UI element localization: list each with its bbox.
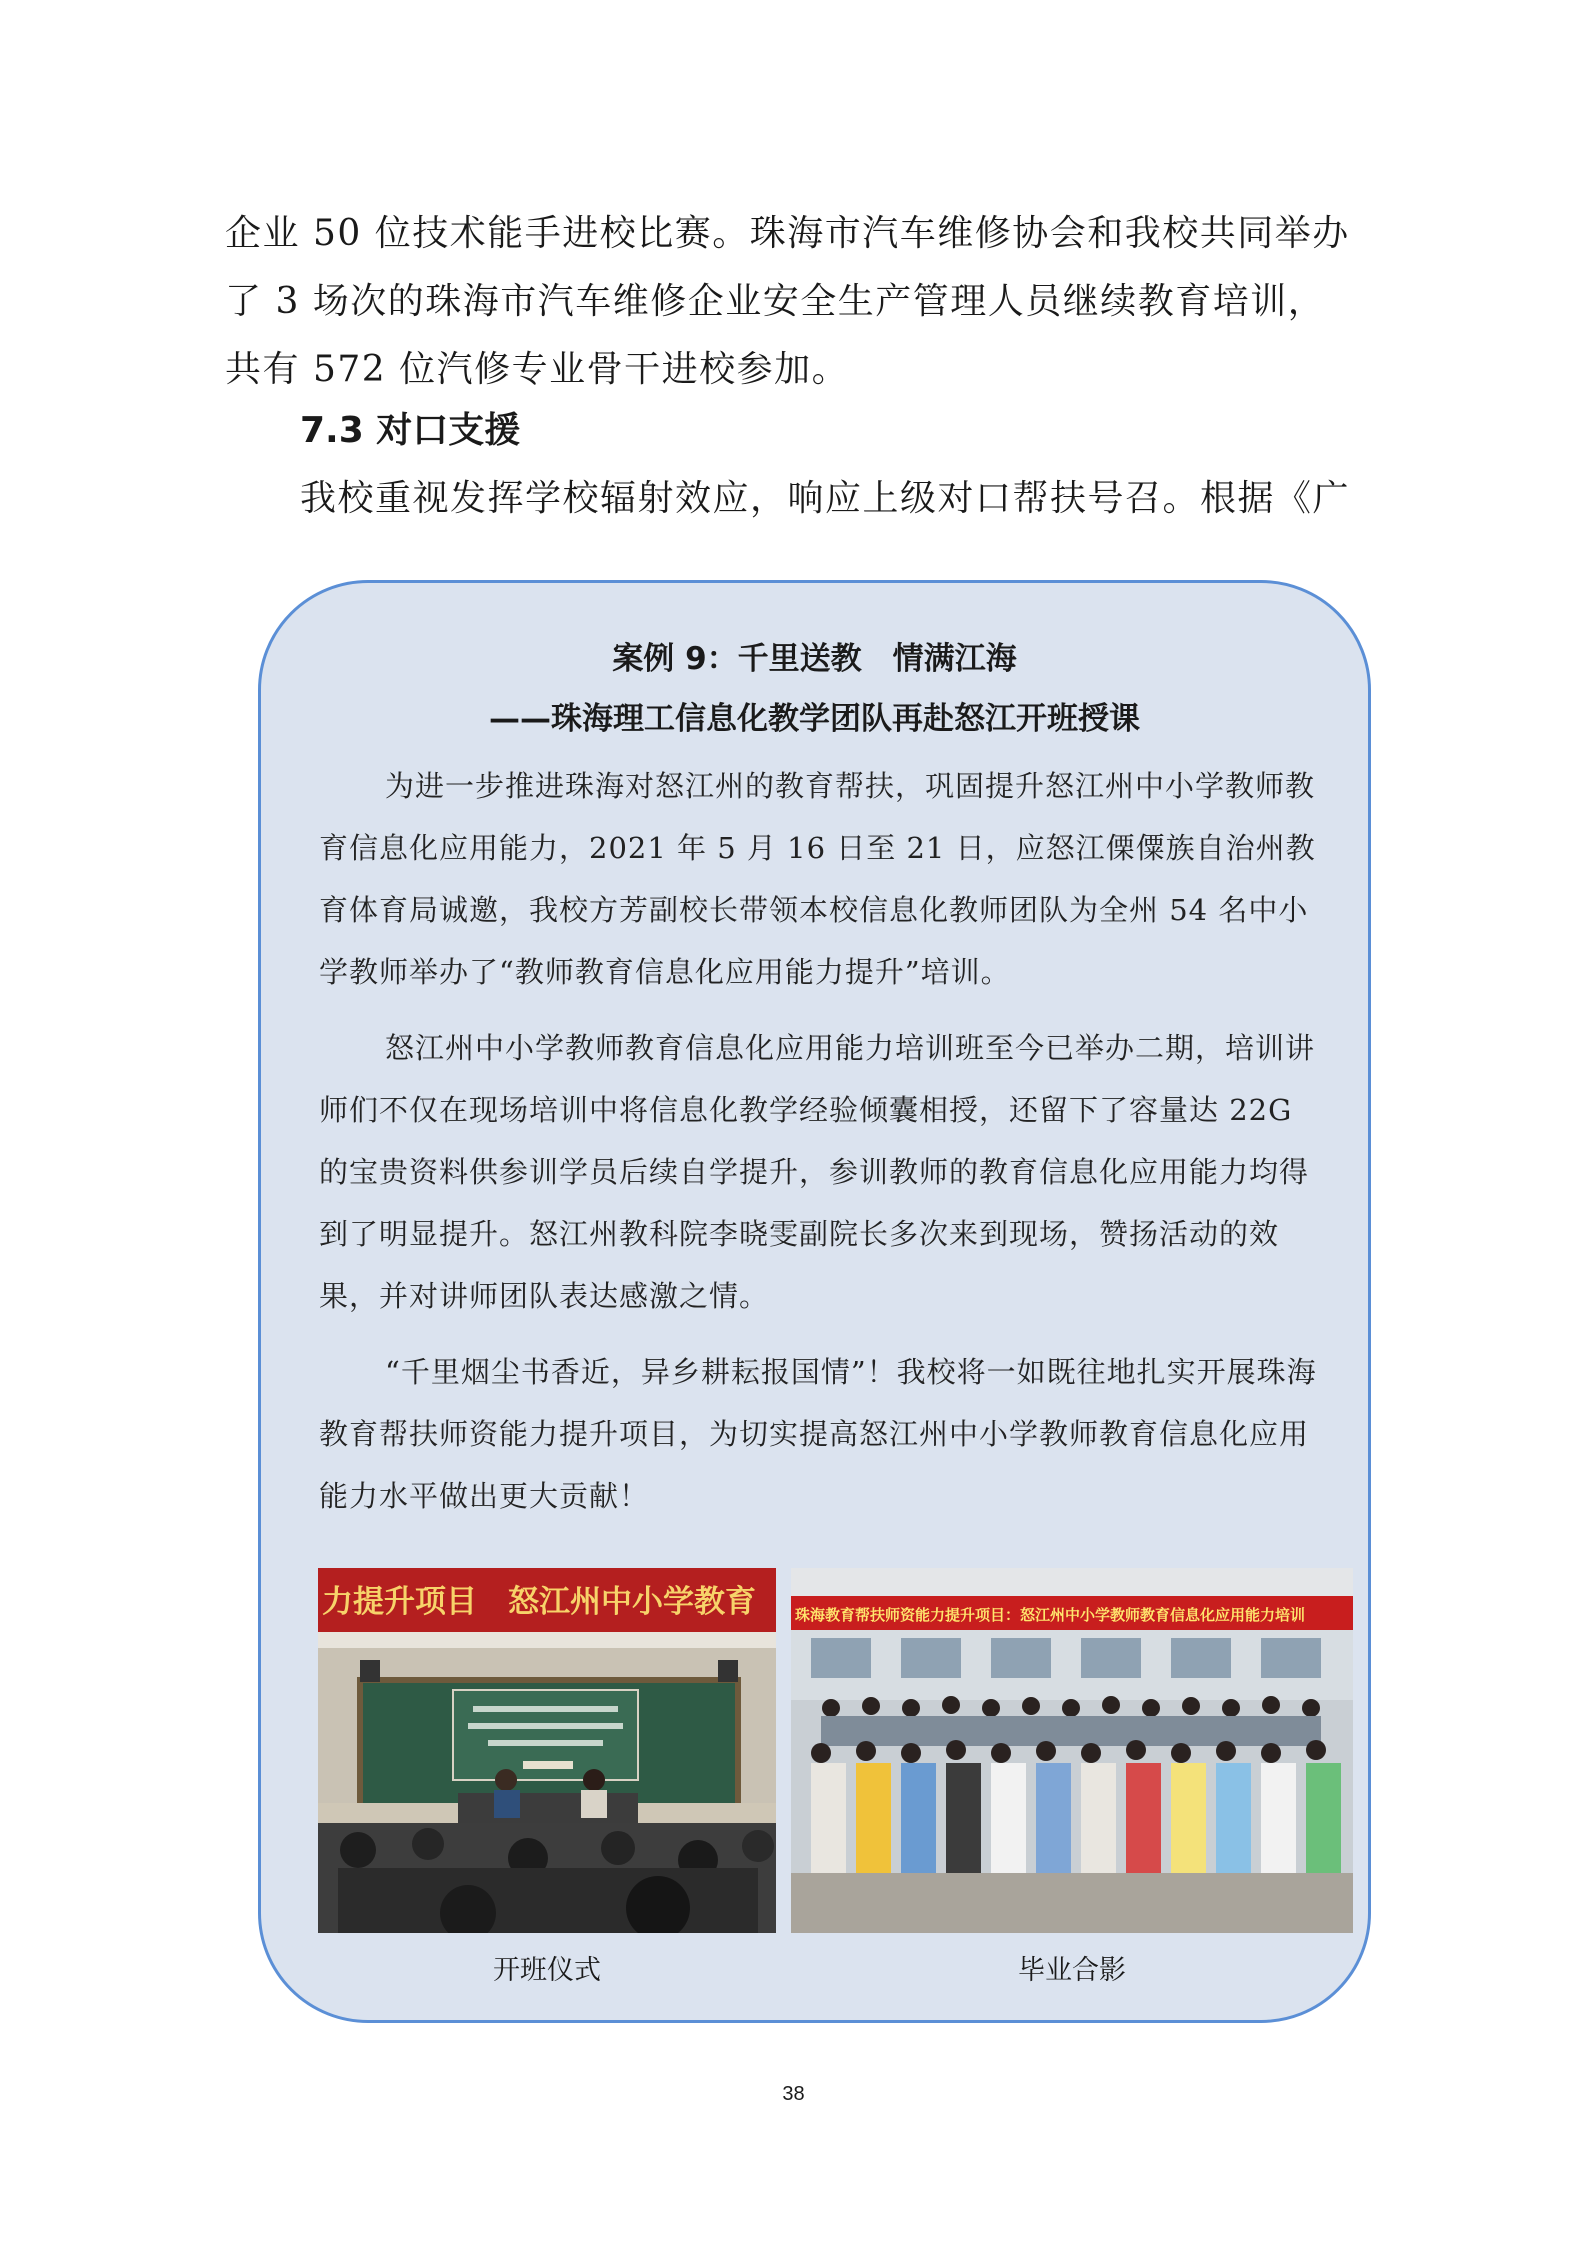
- graduation-group-photo: [791, 1568, 1353, 1933]
- opening-ceremony-photo: [318, 1568, 776, 1933]
- case-study-box: [258, 580, 1371, 2023]
- case-paragraph: 怒江州中小学教师教育信息化应用能力培训班至今已举办二期，培训讲师们不仅在现场培训中将信息化教学经验倾囊相授，还留下了容量达 22G 的宝贵资料供参训学员后续自学提升，参训教师的教育信息化应用能力均得到了明显提升。怒江州教科院李晓雯副院长多次来到现场，赞扬活动的效果，并对讲师团队表达感激之情。: [319, 1031, 1316, 1313]
- case-paragraph: “千里烟尘书香近，异乡耕耘报国情”！我校将一如既往地扎实开展珠海教育帮扶师资能力提升项目，为切实提高怒江州中小学教师教育信息化应用能力水平做出更大贡献！: [319, 1355, 1317, 1513]
- page-number: 38: [782, 2083, 805, 2105]
- section-heading: 7.3 对口支援: [300, 410, 521, 451]
- banner-text: 珠海教育帮扶师资能力提升项目：怒江州中小学教师教育信息化应用能力培训: [795, 1606, 1306, 1624]
- photo-caption: 毕业合影: [1018, 1955, 1126, 1986]
- photo-caption: 开班仪式: [493, 1955, 601, 1986]
- body-paragraph-continued: 我校重视发挥学校辐射效应，响应上级对口帮扶号召。根据《广: [300, 478, 1351, 519]
- case-subtitle: ——珠海理工信息化教学团队再赴怒江开班授课: [489, 701, 1140, 737]
- banner-text: 力提升项目 怒江州中小学教育: [322, 1584, 756, 1620]
- case-title: 案例 9：千里送教 情满江海: [612, 641, 1017, 677]
- body-paragraph: 企业 50 位技术能手进校比赛。珠海市汽车维修协会和我校共同举办了 3 场次的珠海市汽车维修企业安全生产管理人员继续教育培训，共有 572 位汽修专业骨干进校参加。: [225, 213, 1350, 390]
- case-paragraph: 为进一步推进珠海对怒江州的教育帮扶，巩固提升怒江州中小学教师教育信息化应用能力，2021 年 5 月 16 日至 21 日，应怒江傈僳族自治州教育体育局诚邀，我校方芳副校长带领本校信息化教师团队为全州 54 名中小学教师举办了“教师教育信息化应用能力提升”培训。: [319, 769, 1316, 989]
